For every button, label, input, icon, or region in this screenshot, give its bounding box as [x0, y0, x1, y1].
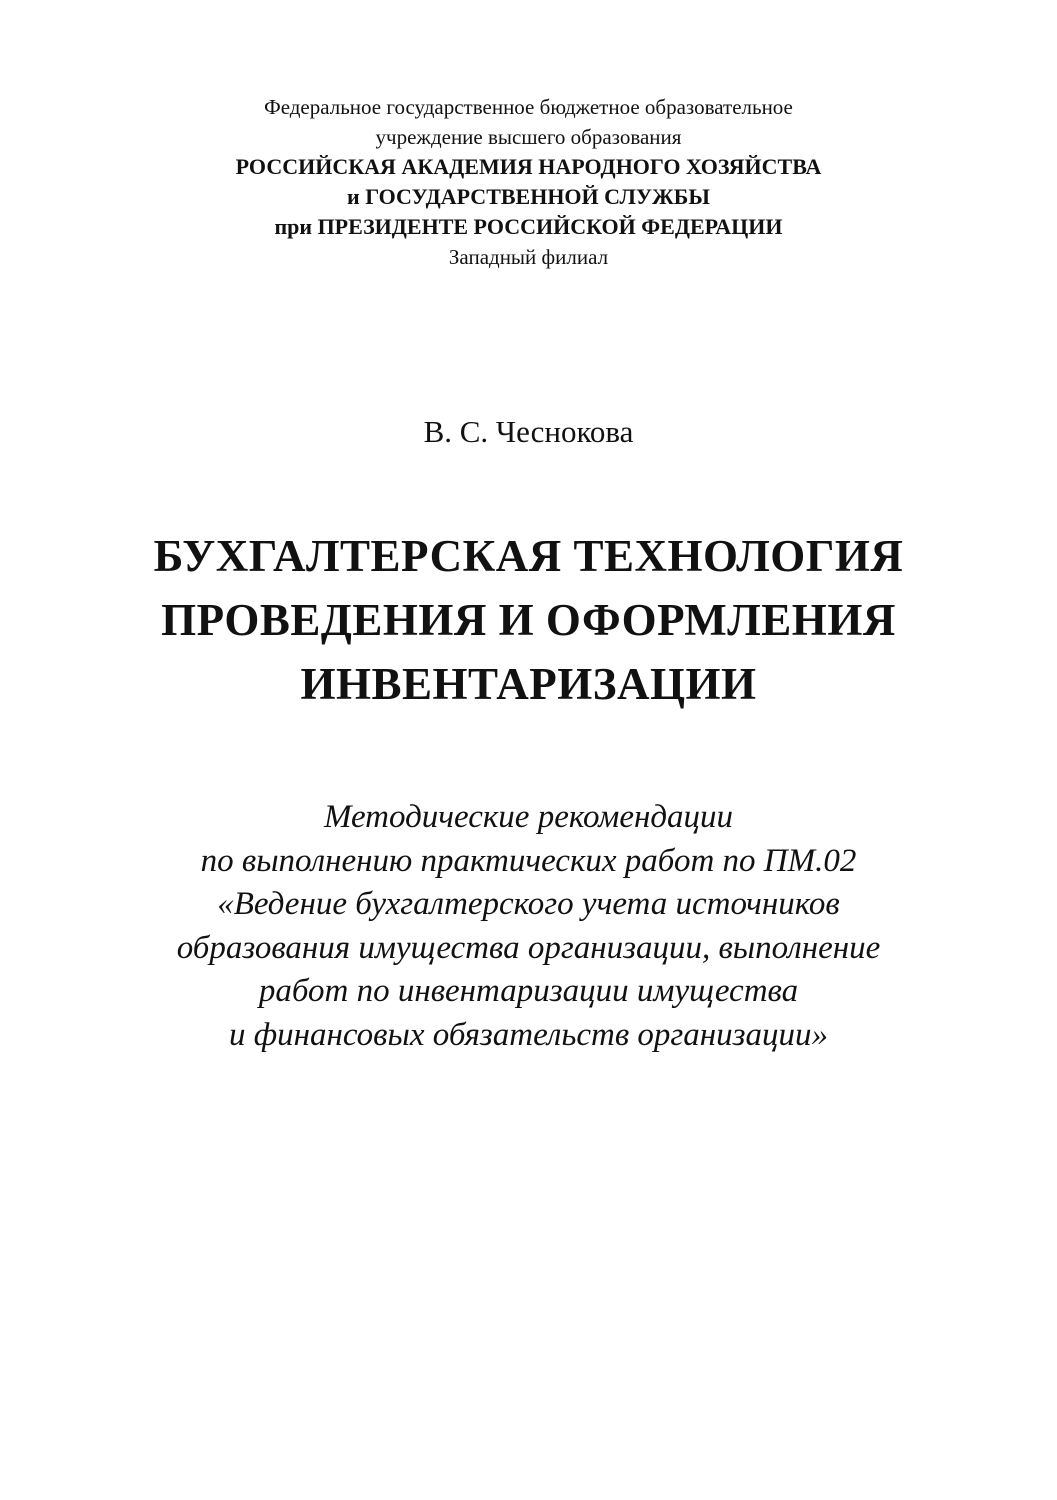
title-line-3: ИНВЕНТАРИЗАЦИИ — [300, 659, 757, 709]
header-line-3: РОССИЙСКАЯ АКАДЕМИЯ НАРОДНОГО ХОЗЯЙСТВА — [235, 154, 822, 179]
subtitle-line-4: образования имущества организации, выполнение — [176, 929, 881, 966]
subtitle-line-5: работ по инвентаризации имущества — [258, 973, 799, 1009]
header-line-2: учреждение высшего образования — [375, 125, 682, 149]
header-line-5: при ПРЕЗИДЕНТЕ РОССИЙСКОЙ ФЕДЕРАЦИИ — [274, 214, 783, 239]
subtitle-line-6: и финансовых обязательств организации» — [228, 1016, 829, 1053]
subtitle-line-3: «Ведение бухгалтерского учета источников — [217, 886, 840, 922]
document-title — [0, 524, 1057, 716]
institution-header — [0, 92, 1057, 272]
subtitle-line-1: Методические рекомендации — [323, 799, 734, 835]
title-line-2: ПРОВЕДЕНИЯ И ОФОРМЛЕНИЯ — [161, 595, 896, 645]
document-subtitle — [0, 796, 1057, 1057]
header-line-6: Западный филиал — [448, 245, 609, 269]
title-line-1: БУХГАЛТЕРСКАЯ ТЕХНОЛОГИЯ — [153, 531, 904, 581]
author-name: В. С. Чеснокова — [423, 414, 634, 449]
subtitle-line-2: по выполнению практических работ по ПМ.02 — [200, 842, 857, 879]
header-line-4: и ГОСУДАРСТВЕННОЙ СЛУЖБЫ — [347, 184, 710, 209]
header-line-1: Федеральное государственное бюджетное образовательное — [264, 95, 793, 119]
